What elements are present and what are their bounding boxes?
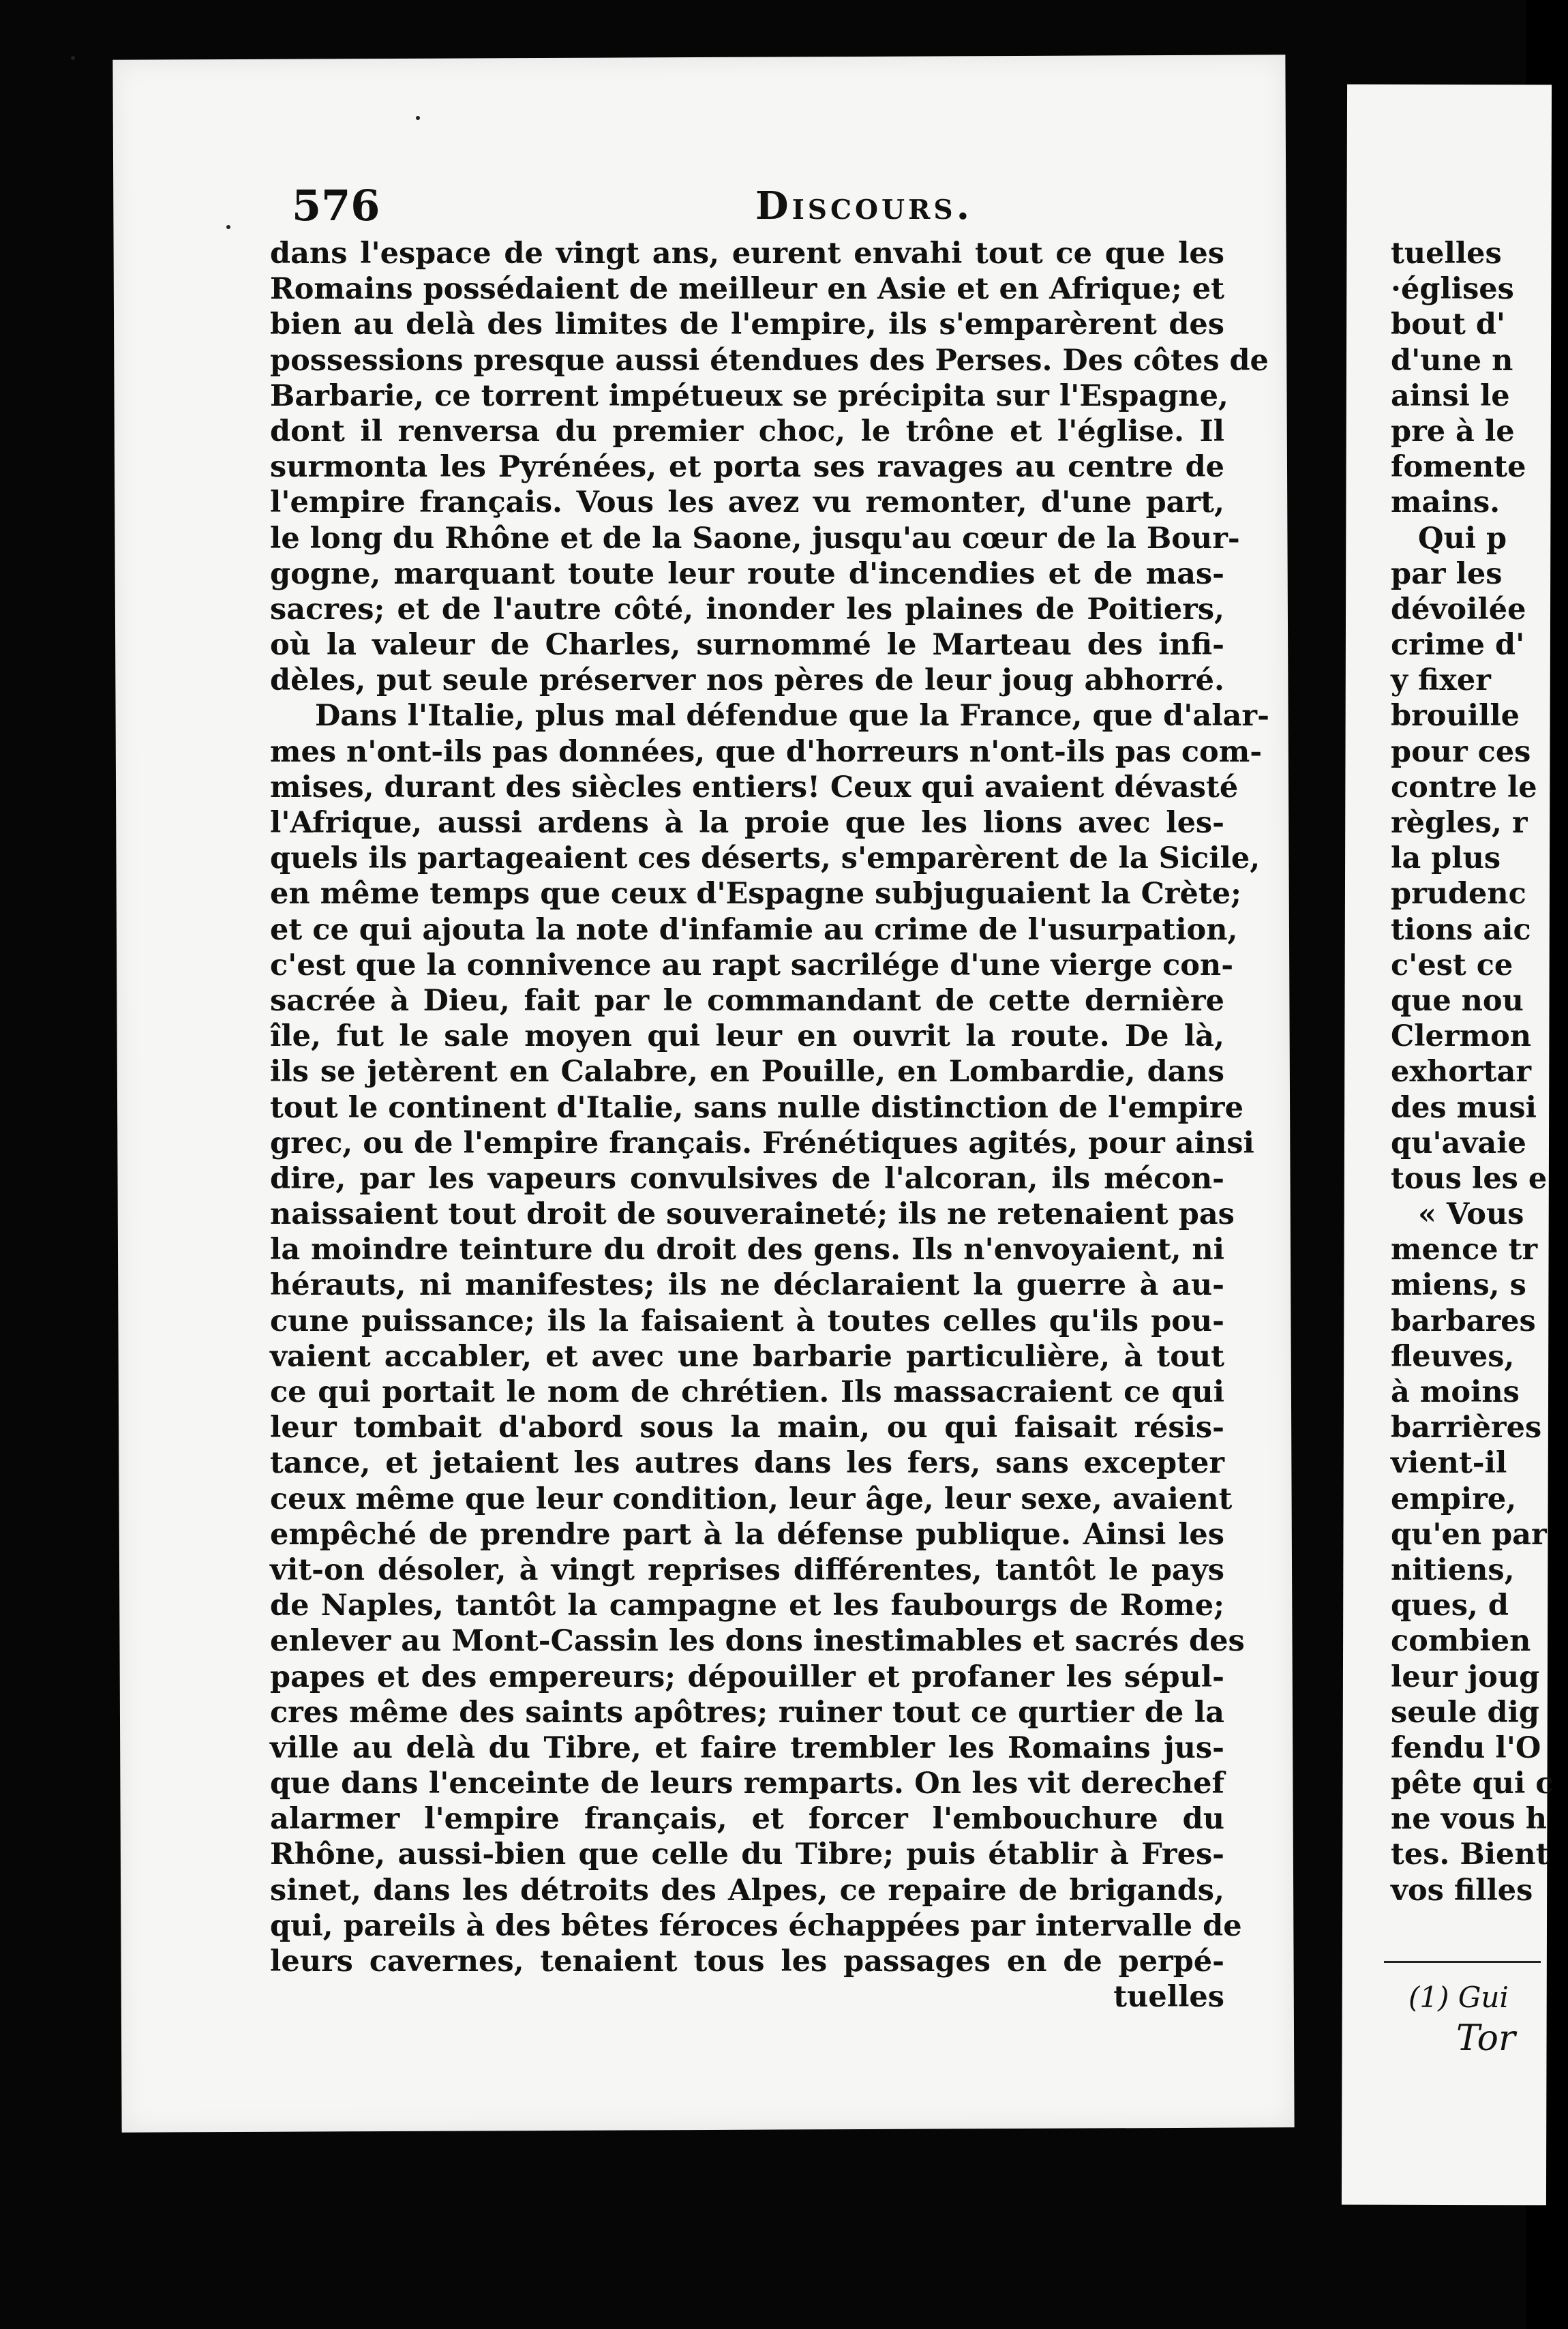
text-line: enlever au Mont-Cassin les dons inestimables et sacrés des (270, 1624, 1245, 1659)
text-line: en même temps que ceux d'Espagne subjuguaient la Crète; (270, 877, 1241, 912)
text-line: pête qui c (1391, 1767, 1554, 1801)
text-line: nitiens, (1391, 1552, 1515, 1587)
text-line: Dans l'Italie, plus mal défendue que la France, que d'alar- (315, 699, 1269, 734)
text-line: miens, s (1391, 1268, 1526, 1303)
text-line: c'est ce (1391, 948, 1513, 982)
text-line: vit-on désoler, à vingt reprises différentes, tantôt le pays (270, 1552, 1224, 1587)
text-line: dans l'espace de vingt ans, eurent envahi tout ce que les (270, 237, 1224, 271)
text-line: tance, et jetaient les autres dans les fers, sans excepter (270, 1446, 1224, 1481)
text-line: où la valeur de Charles, surnommé le Marteau des infi- (270, 628, 1224, 663)
footnote-rule (1384, 1961, 1541, 1963)
text-line: alarmer l'empire français, et forcer l'embouchure du (270, 1802, 1224, 1837)
text-line: empêché de prendre part à la défense publique. Ainsi les (270, 1517, 1224, 1552)
text-line: pour ces (1391, 734, 1531, 769)
text-line: exhortar (1391, 1055, 1531, 1090)
text-line: que nou (1391, 983, 1524, 1018)
text-line: fomente (1391, 450, 1526, 485)
text-line: surmonta les Pyrénées, et porta ses ravages au centre de (270, 450, 1224, 485)
footnote-line: Tor (1456, 2018, 1516, 2059)
text-line: de Naples, tantôt la campagne et les faubourgs de Rome; (270, 1589, 1224, 1623)
text-line: la moindre teinture du droit des gens. Ils n'envoyaient, ni (270, 1233, 1224, 1267)
text-line: tes. Bient (1391, 1837, 1550, 1872)
text-line: Barbarie, ce torrent impétueux se précipita sur l'Espagne, (270, 378, 1228, 413)
text-line: ainsi le (1391, 378, 1510, 413)
text-line: leur joug (1391, 1659, 1540, 1694)
text-line: tions aic (1391, 912, 1531, 947)
text-line: leurs cavernes, tenaient tous les passages en de perpé- (270, 1944, 1224, 1979)
text-line: mains. (1391, 485, 1501, 520)
text-line: dèles, put seule préserver nos pères de leur joug abhorré. (270, 663, 1224, 698)
text-line: fleuves, (1391, 1339, 1515, 1374)
text-line: Qui p (1418, 521, 1507, 556)
catchword: tuelles (1113, 1980, 1224, 2015)
text-line: dire, par les vapeurs convulsives de l'alcoran, ils mécon- (270, 1161, 1224, 1196)
text-line: sacrée à Dieu, fait par le commandant de cette dernière (270, 983, 1224, 1018)
text-line: mence tr (1391, 1233, 1538, 1267)
text-line: que dans l'enceinte de leurs remparts. On les vit derechef (270, 1767, 1224, 1801)
text-line: cune puissance; ils la faisaient à toutes celles qu'ils pou- (270, 1304, 1224, 1338)
text-line: seule dig (1391, 1695, 1539, 1730)
text-line: pre à le (1391, 414, 1515, 449)
text-line: bout d' (1391, 307, 1506, 342)
text-line: qu'en par (1391, 1517, 1547, 1552)
body-text (270, 236, 1269, 2015)
text-line: dont il renversa du premier choc, le trône et l'église. Il (270, 414, 1224, 449)
footnote-line: (1) Gui (1408, 1981, 1509, 2014)
text-line: cres même des saints apôtres; ruiner tout ce qurtier de la (270, 1695, 1224, 1730)
text-line: ·églises (1391, 272, 1514, 307)
text-line: qu'avaie (1391, 1126, 1526, 1160)
text-line: hérauts, ni manifestes; ils ne déclaraient la guerre à au- (270, 1268, 1224, 1303)
text-line: tout le continent d'Italie, sans nulle distinction de l'empire (270, 1090, 1243, 1125)
text-line: vos filles (1391, 1873, 1533, 1908)
text-line: bien au delà des limites de l'empire, ils s'emparèrent des (270, 307, 1224, 342)
text-line: Rhône, aussi-bien que celle du Tibre; puis établir à Fres- (270, 1837, 1224, 1872)
text-line: sacres; et de l'autre côté, inonder les plaines de Poitiers, (270, 592, 1224, 627)
text-line: des musi (1391, 1090, 1537, 1125)
text-line: barbares (1391, 1304, 1536, 1338)
text-line: ne vous h (1391, 1802, 1547, 1837)
text-line: règles, r (1391, 806, 1528, 840)
text-line: ville au delà du Tibre, et faire trembler les Romains jus- (270, 1730, 1224, 1765)
text-line: prudenc (1391, 877, 1526, 912)
text-line: naissaient tout droit de souveraineté; ils ne retenaient pas (270, 1197, 1235, 1232)
text-line: mes n'ont-ils pas données, que d'horreurs n'ont-ils pas com- (270, 734, 1263, 769)
text-line: empire, (1391, 1482, 1517, 1516)
text-line: et ce qui ajouta la note d'infamie au crime de l'usurpation, (270, 912, 1238, 947)
text-line: dévoilée (1391, 592, 1526, 627)
right-page-footnote (1408, 1977, 1545, 2059)
text-line: d'une n (1391, 343, 1513, 378)
text-line: combien (1391, 1624, 1531, 1659)
text-line: qui, pareils à des bêtes féroces échappées par intervalle de (270, 1908, 1242, 1943)
text-line: brouille (1391, 699, 1520, 734)
text-line: l'empire français. Vous les avez vu remonter, d'une part, (270, 485, 1224, 520)
text-line: sinet, dans les détroits des Alpes, ce repaire de brigands, (270, 1873, 1224, 1908)
text-line: Romains possédaient de meilleur en Asie et en Afrique; et (270, 272, 1224, 307)
text-line: barrières (1391, 1411, 1542, 1445)
dust-speck (226, 225, 230, 229)
text-line: île, fut le sale moyen qui leur en ouvrit la route. De là, (270, 1019, 1224, 1054)
text-line: « Vous (1418, 1197, 1524, 1232)
text-line: contre le (1391, 770, 1537, 805)
right-page-text (1391, 236, 1568, 1908)
text-line: l'Afrique, aussi ardens à la proie que les lions avec les- (270, 806, 1224, 840)
running-head (292, 172, 1314, 240)
text-line: gogne, marquant toute leur route d'incendies et de mas- (270, 556, 1224, 591)
text-line: Clermon (1391, 1019, 1532, 1054)
text-line: grec, ou de l'empire français. Frénétiques agités, pour ainsi (270, 1126, 1254, 1160)
text-line: mises, durant des siècles entiers! Ceux qui avaient dévasté (270, 770, 1239, 805)
text-line: le long du Rhône et de la Saone, jusqu'au cœur de la Bour- (270, 521, 1240, 556)
text-line: papes et des empereurs; dépouiller et profaner les sépul- (270, 1659, 1224, 1694)
text-line: ques, d (1391, 1589, 1509, 1623)
text-line: c'est que la connivence au rapt sacrilége d'une vierge con- (270, 948, 1234, 982)
dust-speck (71, 56, 75, 60)
text-line: quels ils partageaient ces déserts, s'emparèrent de la Sicile, (270, 841, 1261, 876)
dust-speck (416, 116, 420, 120)
text-line: fendu l'O (1391, 1730, 1541, 1765)
text-line: leur tombait d'abord sous la main, ou qui faisait résis- (270, 1411, 1224, 1445)
text-line: ce qui portait le nom de chrétien. Ils massacraient ce qui (270, 1375, 1224, 1409)
text-line: ceux même que leur condition, leur âge, leur sexe, avaient (270, 1482, 1233, 1516)
page-number: 576 (292, 181, 380, 230)
text-line: à moins (1391, 1375, 1520, 1409)
text-line: tuelles (1391, 237, 1502, 271)
text-line: la plus (1391, 841, 1501, 876)
text-line: possessions presque aussi étendues des Perses. Des côtes de (270, 343, 1269, 378)
text-line: y fixer (1391, 663, 1491, 698)
text-line: par les (1391, 556, 1503, 591)
text-line: tous les e (1391, 1161, 1548, 1196)
text-line: vaient accabler, et avec une barbarie particulière, à tout (270, 1339, 1224, 1374)
text-line: ils se jetèrent en Calabre, en Pouille, en Lombardie, dans (270, 1055, 1224, 1090)
text-line: vient-il (1391, 1446, 1507, 1481)
running-title: Discours. (755, 183, 974, 228)
text-line: crime d' (1391, 628, 1525, 663)
